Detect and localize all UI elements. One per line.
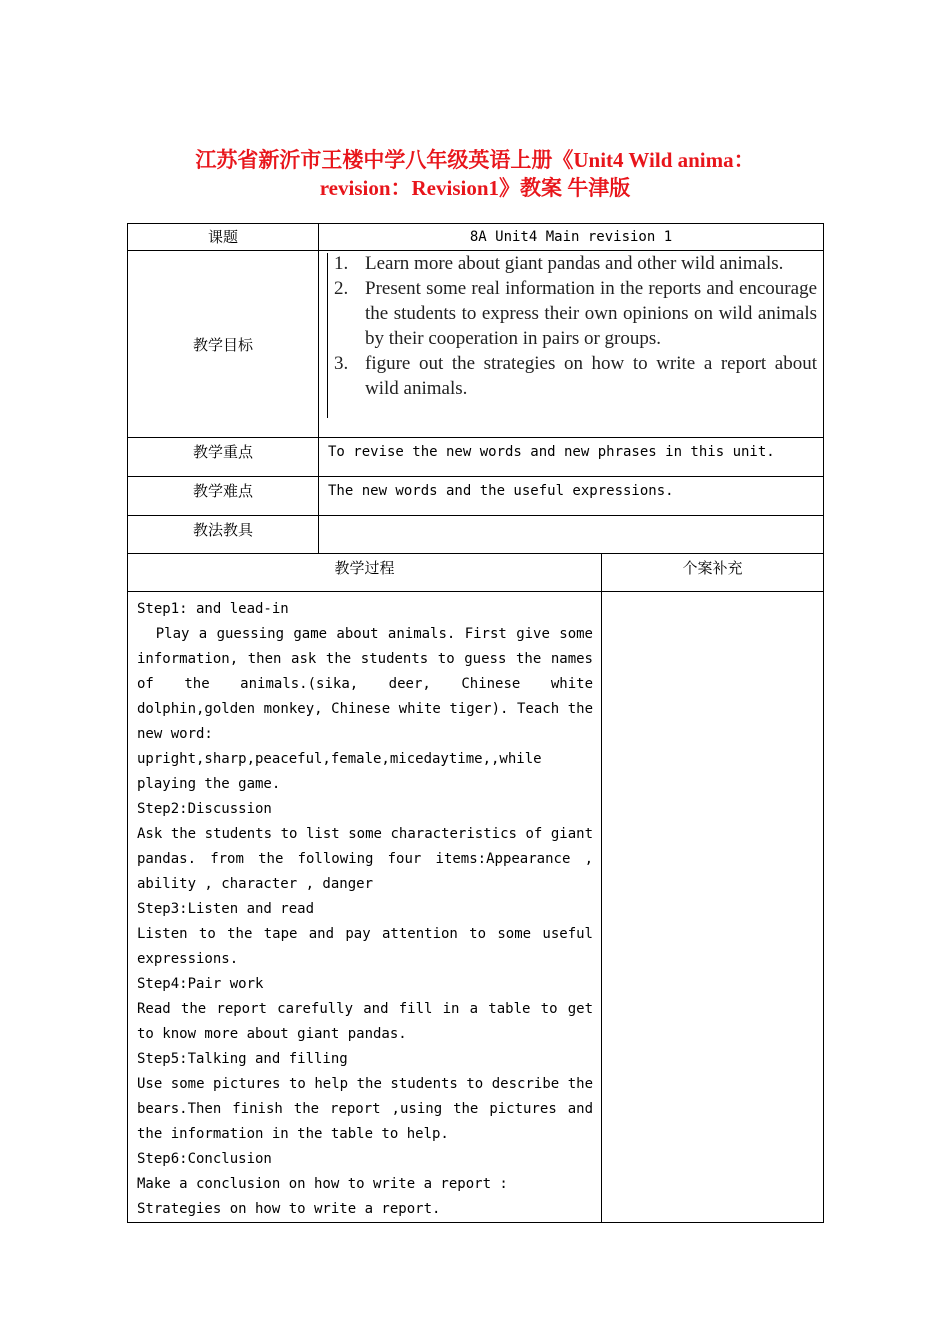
step-body: Strategies on how to write a report. <box>137 1201 441 1217</box>
goal-text: Learn more about giant pandas and other wild animals. <box>365 253 784 274</box>
title-line-2: revision：Revision1》教案 牛津版 <box>319 176 631 200</box>
goal-number: 3. <box>334 353 349 374</box>
step-body: upright,sharp,peaceful,female,micedaytime,,while playing the game. <box>137 751 542 792</box>
step-heading: Step2:Discussion <box>137 801 272 817</box>
process-label: 教学过程 <box>128 554 602 592</box>
supplement-cell <box>602 592 824 1223</box>
step-body: Read the report carefully and fill in a table to get to know more about giant pandas. <box>137 1001 593 1042</box>
difficulty-row <box>128 477 824 516</box>
focus-label: 教学重点 <box>128 438 319 477</box>
goal-text: figure out the strategies on how to write a report about wild animals. <box>365 353 818 399</box>
goals-margin-line <box>327 253 328 418</box>
difficulty-label: 教学难点 <box>128 477 319 516</box>
goals-cell <box>319 251 824 438</box>
process-row <box>128 592 824 1223</box>
goal-number: 2. <box>334 278 349 299</box>
methods-value <box>319 516 824 554</box>
topic-label: 课题 <box>128 224 319 251</box>
goals-row <box>128 251 824 438</box>
goals-list <box>334 251 817 401</box>
step-heading: Step4:Pair work <box>137 976 264 992</box>
goal-item <box>334 251 817 276</box>
topic-row <box>128 224 824 251</box>
document-title <box>0 146 950 202</box>
goals-label: 教学目标 <box>128 251 319 438</box>
difficulty-value: The new words and the useful expressions. <box>319 477 824 516</box>
step-body: Listen to the tape and pay attention to some useful expressions. <box>137 926 593 967</box>
supplement-label: 个案补充 <box>602 554 824 592</box>
step-body: Make a conclusion on how to write a report : <box>137 1176 508 1192</box>
step-heading: Step5:Talking and filling <box>137 1051 348 1067</box>
step-heading: Step6:Conclusion <box>137 1151 272 1167</box>
step-heading: Step1: and lead-in <box>137 601 289 617</box>
goals-list-wrap <box>319 251 823 436</box>
goal-item <box>334 276 817 351</box>
process-header-row <box>128 554 824 592</box>
methods-label: 教法教具 <box>128 516 319 554</box>
lesson-plan-table <box>127 223 824 1223</box>
topic-value: 8A Unit4 Main revision 1 <box>319 224 824 251</box>
focus-value: To revise the new words and new phrases in this unit. <box>319 438 824 477</box>
title-line-1: 江苏省新沂市王楼中学八年级英语上册《Unit4 Wild anima： <box>195 148 755 172</box>
step-heading: Step3:Listen and read <box>137 901 315 917</box>
process-cell <box>128 592 602 1223</box>
step-body: Ask the students to list some characteristics of giant pandas. from the following four items:Appearance , ability , character , danger <box>137 826 593 892</box>
process-content <box>128 592 601 1222</box>
goal-number: 1. <box>334 253 349 274</box>
focus-row <box>128 438 824 477</box>
step-body: Use some pictures to help the students to describe the bears.Then finish the report ,using the pictures and the information in the table to help. <box>137 1076 593 1142</box>
methods-row <box>128 516 824 554</box>
goal-item <box>334 351 817 401</box>
step-body: Play a guessing game about animals. First give some information, then ask the students to guess the names of the animals.(sika, deer, Chinese white dolphin,golden monkey, Chinese white tiger). Teach the new word: <box>137 626 593 742</box>
goal-text: Present some real information in the reports and encourage the students to express their own opinions on wild animals by their cooperation in pairs or groups. <box>365 278 818 349</box>
